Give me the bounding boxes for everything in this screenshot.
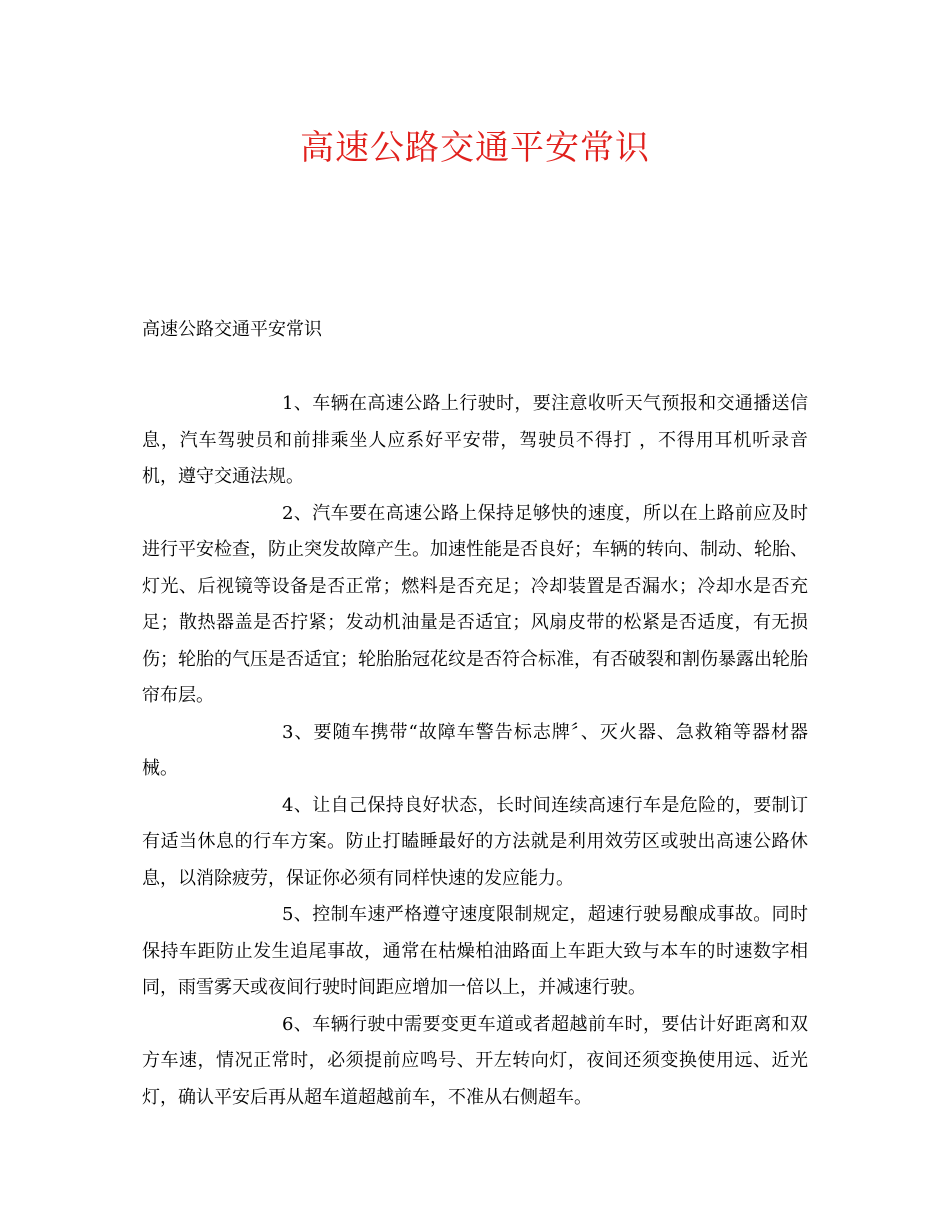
paragraph-5: 5、控制车速严格遵守速度限制规定，超速行驶易酿成事故。同时保持车距防止发生追尾事故，通常在枯燥柏油路面上车距大致与本车的时速数字相同，雨雪雾天或夜间行驶时间距应增加一倍以上，并减速行驶。 xyxy=(142,904,808,998)
document-title: 高速公路交通平安常识 xyxy=(300,128,650,168)
document-subtitle: 高速公路交通平安常识 xyxy=(142,319,322,340)
document-body xyxy=(142,386,808,1116)
paragraph-1: 1、车辆在高速公路上行驶时，要注意收听天气预报和交通播送信息，汽车驾驶员和前排乘坐人应系好平安带，驾驶员不得打 ，不得用耳机听录音机，遵守交通法规。 xyxy=(142,393,808,487)
paragraph-6: 6、车辆行驶中需要变更车道或者超越前车时，要估计好距离和双方车速，情况正常时，必须提前应鸣号、开左转向灯，夜间还须变换使用远、近光灯，确认平安后再从超车道超越前车，不准从右侧超车。 xyxy=(142,1013,808,1108)
paragraph-2: 2、汽车要在高速公路上保持足够快的速度，所以在上路前应及时进行平安检查，防止突发故障产生。加速性能是否良好；车辆的转向、制动、轮胎、灯光、后视镜等设备是否正常；燃料是否充足；冷却装置是否漏水；冷却水是否充足；散热器盖是否拧紧；发动机油量是否适宜；风扇皮带的松紧是否适度，有无损伤；轮胎的气压是否适宜；轮胎胎冠花纹是否符合标准，有否破裂和割伤暴露出轮胎帘布层。 xyxy=(142,502,808,706)
paragraph-4: 4、让自己保持良好状态，长时间连续高速行车是危险的，要制订有适当休息的行车方案。防止打瞌睡最好的方法就是利用效劳区或驶出高速公路休息，以消除疲劳，保证你必须有同样快速的发应能力。 xyxy=(142,794,808,889)
paragraph-3: 3、要随车携带“故障车警告标志牌〞、灭火器、急救箱等器材器械。 xyxy=(142,721,808,779)
